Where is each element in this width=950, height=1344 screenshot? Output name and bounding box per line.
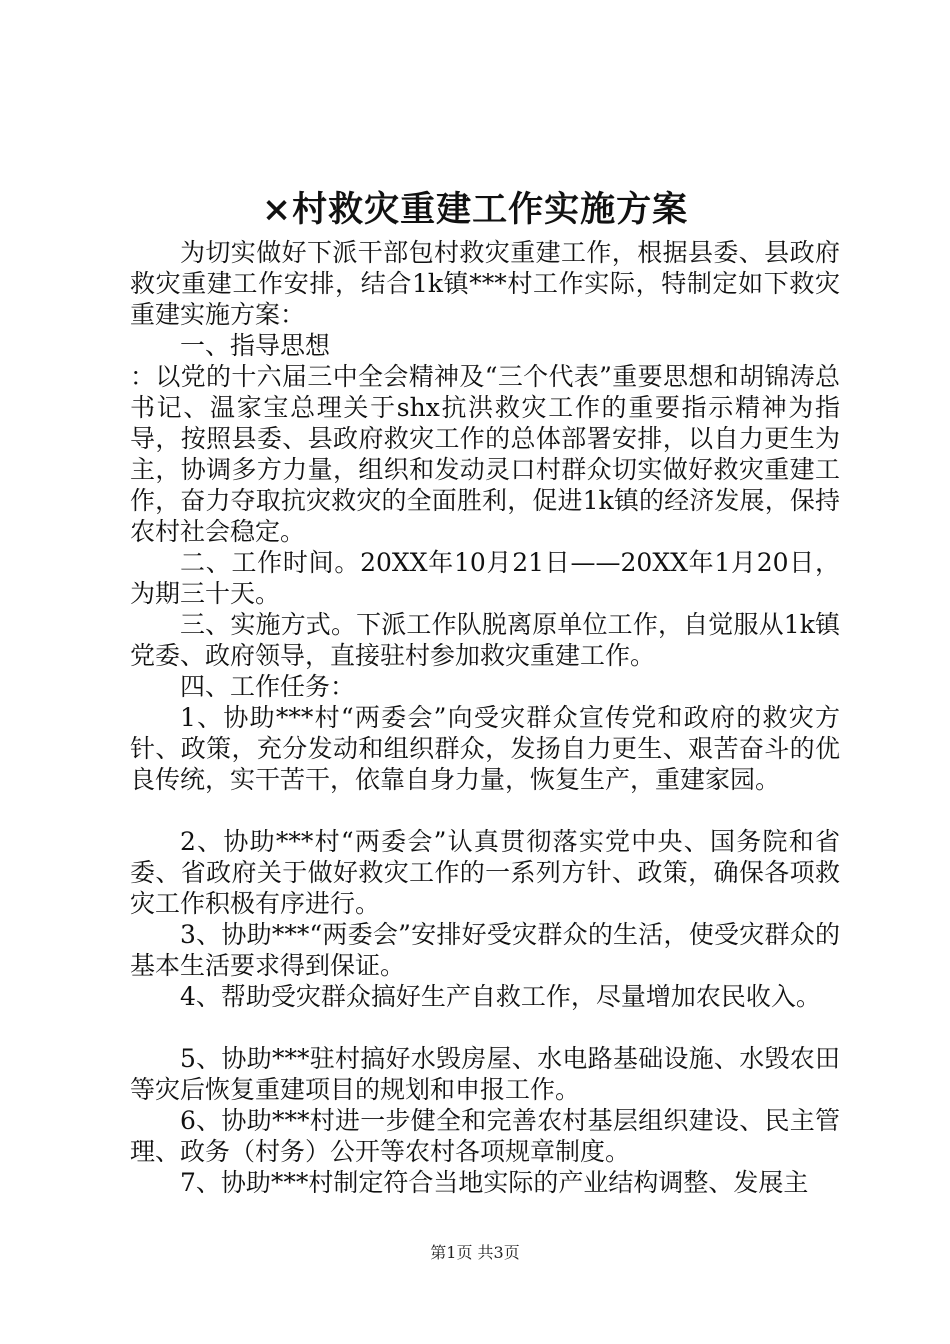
task-item-5: 5、协助***驻村搞好水毁房屋、水电路基础设施、水毁农田等灾后恢复重建项目的规划和申报工作。 <box>130 1044 840 1104</box>
paragraph-guiding-thought: ：以党的十六届三中全会精神及“三个代表”重要思想和胡锦涛总书记、温家宝总理关于shx抗洪救灾工作的重要指示精神为指导，按照县委、县政府救灾工作的总体部署安排，以自力更生为主，协调多方力量，组织和发动灵口村群众切实做好救灾重建工作，奋力夺取抗灾救灾的全面胜利，促进1k镇的经济发展，保持农村社会稳定。 <box>130 362 840 546</box>
document-title: ×村救灾重建工作实施方案 <box>261 189 689 230</box>
task-item-1: 1、协助***村“两委会”向受灾群众宣传党和政府的救灾方针、政策，充分发动和组织群众，发扬自力更生、艰苦奋斗的优良传统，实干苦干，依靠自身力量，恢复生产，重建家园。 <box>130 703 840 794</box>
paragraph-gap <box>130 1012 840 1043</box>
document-body <box>130 237 840 1198</box>
task-item-6: 6、协助***村进一步健全和完善农村基层组织建设、民主管理、政务（村务）公开等农村各项规章制度。 <box>130 1106 840 1166</box>
paragraph-implementation: 三、实施方式。下派工作队脱离原单位工作，自觉服从1k镇党委、政府领导，直接驻村参加救灾重建工作。 <box>130 610 840 670</box>
paragraph-intro: 为切实做好下派干部包村救灾重建工作，根据县委、县政府救灾重建工作安排，结合1k镇***村工作实际，特制定如下救灾重建实施方案： <box>130 238 840 329</box>
paragraph-gap <box>130 795 840 826</box>
task-item-7: 7、协助***村制定符合当地实际的产业结构调整、发展主 <box>180 1168 809 1197</box>
section-heading-guiding-thought: 一、指导思想 <box>180 331 331 360</box>
task-item-2: 2、协助***村“两委会”认真贯彻落实党中央、国务院和省委、省政府关于做好救灾工作的一系列方针、政策，确保各项救灾工作积极有序进行。 <box>130 827 840 918</box>
task-item-4: 4、帮助受灾群众搞好生产自救工作，尽量增加农民收入。 <box>180 982 821 1011</box>
page-footer: 第1页 共3页 <box>430 1243 520 1262</box>
task-item-3: 3、协助***“两委会”安排好受灾群众的生活，使受灾群众的基本生活要求得到保证。 <box>130 920 840 980</box>
section-heading-tasks: 四、工作任务： <box>180 672 356 701</box>
paragraph-work-time: 二、工作时间。20XX年10月21日——20XX年1月20日，为期三十天。 <box>130 548 840 608</box>
